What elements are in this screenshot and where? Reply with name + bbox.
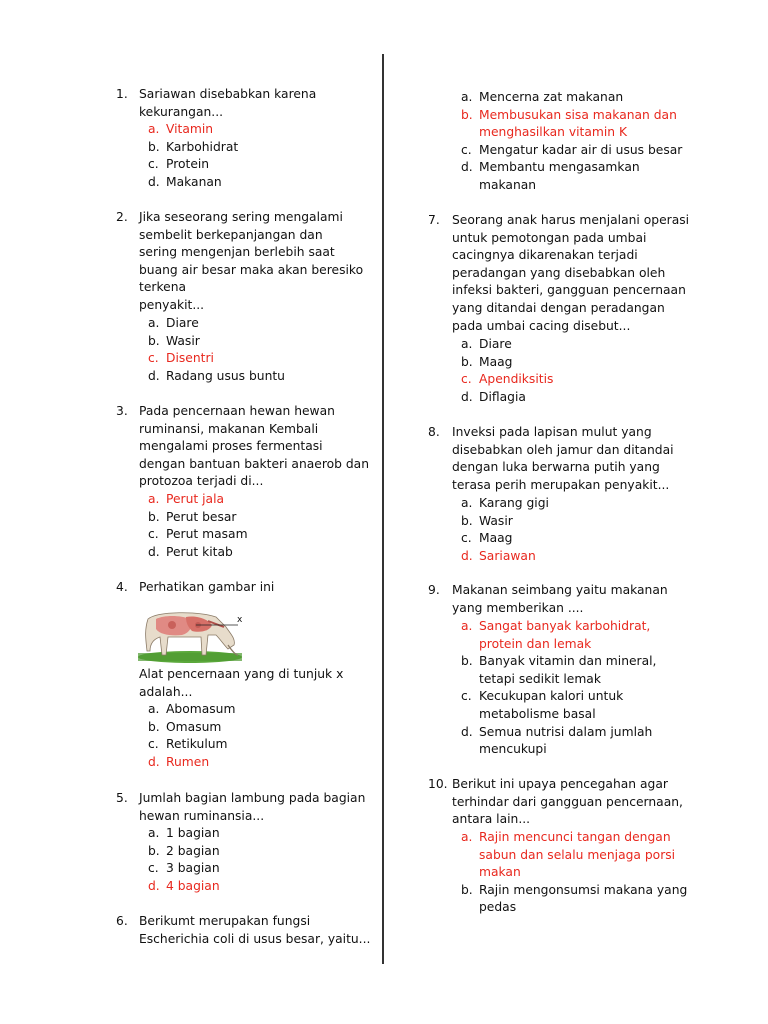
option-list <box>148 121 368 191</box>
option-c: c. Retikulum <box>148 737 228 752</box>
option-b: b. Wasir <box>461 513 513 528</box>
option-c: c. 3 bagian <box>148 861 220 876</box>
question-text: Seorang anak harus menjalani operasi untuk pemotongan pada umbai cacingnya dikarenakan terjadi peradangan yang disebabkan oleh infeksi bakteri, gangguan pencernaan yang ditandai dengan peradangan pada umbai cacing disebut... <box>452 213 690 333</box>
option-list <box>148 825 368 895</box>
question-number: 10. <box>428 777 448 791</box>
question-text: Perhatikan gambar ini <box>139 580 275 594</box>
option-a: a. Sangat banyak karbohidrat, protein dan lemak <box>461 619 651 651</box>
question-6-option-list <box>461 89 691 195</box>
question-number: 4. <box>116 580 128 594</box>
option-c: c. Perut masam <box>148 527 248 542</box>
option-a: a. 1 bagian <box>148 826 220 840</box>
option-list <box>461 495 691 565</box>
option-d: d. Membantu mengasamkan makanan <box>461 160 640 192</box>
question-text: Jumlah bagian lambung pada bagian hewan ruminansia... <box>139 791 366 823</box>
option-d: d. Sariawan <box>461 548 536 563</box>
option-b: b. Membusukan sisa makanan dan menghasilkan vitamin K <box>461 107 677 140</box>
option-list <box>148 701 368 771</box>
option-b: b. Wasir <box>148 333 200 348</box>
question-number: 5. <box>116 791 128 805</box>
option-a: a. Mencerna zat makanan <box>461 90 624 104</box>
option-d: d. Perut kitab <box>148 544 233 559</box>
figure-marker-x: x <box>237 615 243 625</box>
option-a: a. Abomasum <box>148 702 236 716</box>
question-text: Berikumt merupakan fungsi Escherichia coli di usus besar, yaitu... <box>139 914 371 946</box>
question-text: Jika seseorang sering mengalami sembelit berkepanjangan dan sering mengenjan berlebih saat buang air besar maka akan beresiko terkena penyakit... <box>139 210 364 312</box>
option-b: b. Karbohidrat <box>148 139 239 154</box>
option-list <box>461 336 691 406</box>
question-text-continued: Alat pencernaan yang di tunjuk x adalah... <box>139 667 344 699</box>
option-b: b. Maag <box>461 354 513 369</box>
question-text: Berikut ini upaya pencegahan agar terhindar dari gangguan pencernaan, antara lain... <box>452 777 683 827</box>
option-b: b. 2 bagian <box>148 843 220 858</box>
option-list <box>148 315 368 385</box>
column-divider <box>382 54 384 964</box>
question-text: Makanan seimbang yaitu makanan yang memberikan .... <box>452 583 668 615</box>
question-number: 7. <box>428 213 440 227</box>
question-number: 2. <box>116 210 128 224</box>
option-c: c. Protein <box>148 157 210 172</box>
option-b: b. Perut besar <box>148 509 237 524</box>
option-a: a. Vitamin <box>148 122 214 136</box>
option-c: c. Apendiksitis <box>461 372 554 387</box>
option-b: b. Omasum <box>148 719 222 734</box>
option-a: a. Perut jala <box>148 492 225 506</box>
question-text: Inveksi pada lapisan mulut yang disebabkan oleh jamur dan ditandai dengan luka berwarna putih yang terasa perih merupakan penyakit... <box>452 425 674 492</box>
option-list <box>461 618 691 759</box>
option-c: c. Mengatur kadar air di usus besar <box>461 142 683 157</box>
option-d: d. Radang usus buntu <box>148 368 285 383</box>
option-c: c. Kecukupan kalori untuk metabolisme basal <box>461 689 624 721</box>
option-a: a. Rajin mencunci tangan dengan sabun dan selalu menjaga porsi makan <box>461 830 676 880</box>
question-text: Sariawan disebabkan karena kekurangan... <box>139 87 317 119</box>
option-list <box>148 491 368 561</box>
question-number: 3. <box>116 404 128 418</box>
option-d: d. Diflagia <box>461 389 526 404</box>
option-d: d. Semua nutrisi dalam jumlah mencukupi <box>461 724 653 757</box>
option-c: c. Disentri <box>148 351 214 366</box>
option-b: b. Rajin mengonsumsi makana yang pedas <box>461 882 688 915</box>
question-number: 6. <box>116 914 128 928</box>
question-text: Pada pencernaan hewan hewan ruminansi, makanan Kembali mengalami proses fermentasi dengan bantuan bakteri anaerob dan protozoa terjadi di... <box>139 404 370 489</box>
option-a: a. Diare <box>148 316 199 330</box>
option-c: c. Maag <box>461 531 513 546</box>
option-a: a. Karang gigi <box>461 496 549 510</box>
cow-digestive-figure <box>138 605 248 663</box>
question-number: 1. <box>116 87 128 101</box>
option-d: d. 4 bagian <box>148 878 220 893</box>
option-a: a. Diare <box>461 337 512 351</box>
option-list <box>461 829 691 917</box>
option-b: b. Banyak vitamin dan mineral, tetapi sedikit lemak <box>461 654 657 686</box>
option-d: d. Rumen <box>148 754 210 769</box>
option-d: d. Makanan <box>148 174 222 189</box>
question-number: 9. <box>428 583 440 597</box>
question-number: 8. <box>428 425 440 439</box>
